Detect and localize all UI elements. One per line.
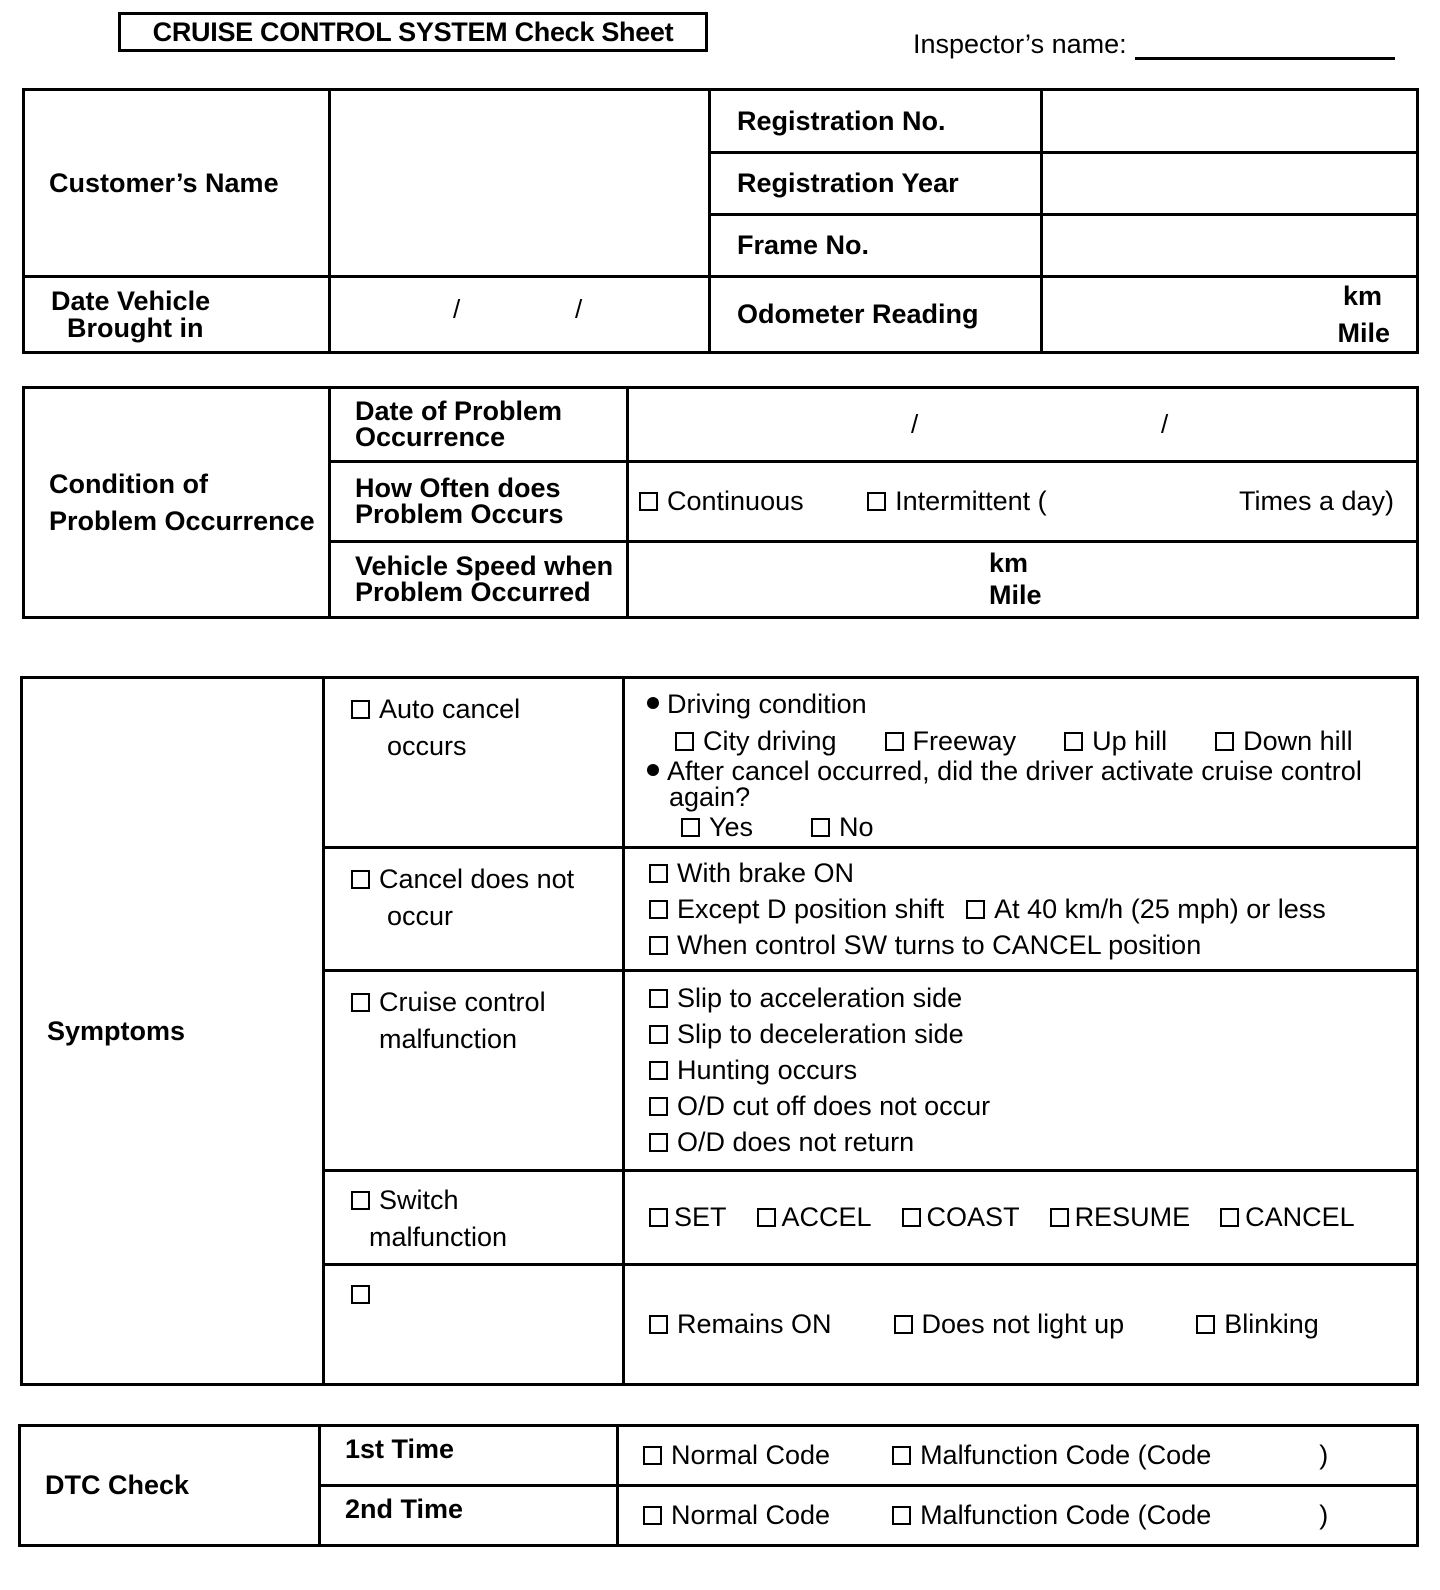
checkbox-cancel-not-occur[interactable] xyxy=(351,870,370,889)
sheet-title-text: CRUISE CONTROL SYSTEM Check Sheet xyxy=(152,16,674,47)
option-slip-deceleration[interactable]: Slip to deceleration side xyxy=(649,1020,964,1048)
times-a-day-label: Times a day) xyxy=(1238,486,1394,516)
registration-no-input[interactable] xyxy=(1042,90,1418,153)
checkbox-continuous[interactable] xyxy=(639,492,658,511)
option-od-not-return[interactable]: O/D does not return xyxy=(649,1128,914,1156)
option-coast[interactable]: COAST xyxy=(902,1203,1020,1231)
frame-no-label: Frame No. xyxy=(710,215,1042,277)
frequency-label: How Often does Problem Occurs xyxy=(330,462,628,542)
option-does-not-light[interactable]: Does not light up xyxy=(894,1310,1125,1338)
symptom-indicator xyxy=(324,1265,624,1385)
inspector-name-input[interactable] xyxy=(1135,27,1395,60)
date-brought-in-label: Date Vehicle Brought in xyxy=(24,277,330,353)
bullet-icon xyxy=(647,697,659,709)
option-yes[interactable]: Yes xyxy=(681,812,753,843)
option-malfunction-code[interactable]: Malfunction Code (Code xyxy=(892,1441,1211,1469)
speed-input[interactable] xyxy=(628,542,1418,618)
date-separator: / xyxy=(911,409,919,439)
condition-table xyxy=(22,386,1419,619)
option-malfunction-code[interactable]: Malfunction Code (Code xyxy=(892,1501,1211,1529)
odometer-input[interactable] xyxy=(1042,277,1418,353)
indicator-details xyxy=(624,1265,1418,1385)
customer-name-input[interactable] xyxy=(330,90,710,277)
checkbox-down-hill[interactable] xyxy=(1215,732,1234,751)
checkbox-set[interactable] xyxy=(649,1208,668,1227)
option-40kmh-or-less[interactable]: At 40 km/h (25 mph) or less xyxy=(966,895,1326,923)
date-separator: / xyxy=(1161,409,1169,439)
checkbox-od-not-return[interactable] xyxy=(649,1133,668,1152)
checkbox-remains-on[interactable] xyxy=(649,1315,668,1334)
checkbox-except-d-shift[interactable] xyxy=(649,900,668,919)
cancel-not-occur-details xyxy=(624,848,1418,971)
checkbox-normal-code[interactable] xyxy=(643,1506,662,1525)
checkbox-yes[interactable] xyxy=(681,818,700,837)
option-up-hill[interactable]: Up hill xyxy=(1064,726,1167,757)
condition-section-label: Condition of Problem Occurrence xyxy=(24,388,330,618)
checkbox-cruise-malfunction[interactable] xyxy=(351,993,370,1012)
checkbox-40kmh-or-less[interactable] xyxy=(966,900,985,919)
option-continuous[interactable]: Continuous xyxy=(639,487,804,515)
checkbox-malfunction-code[interactable] xyxy=(892,1446,911,1465)
speed-label: Vehicle Speed when Problem Occurred xyxy=(330,542,628,618)
unit-mile: Mile xyxy=(1337,317,1390,348)
checkbox-hunting[interactable] xyxy=(649,1061,668,1080)
frequency-options xyxy=(628,462,1418,542)
frame-no-input[interactable] xyxy=(1042,215,1418,277)
option-no[interactable]: No xyxy=(811,812,874,843)
checkbox-indicator[interactable] xyxy=(351,1285,370,1304)
option-resume[interactable]: RESUME xyxy=(1050,1203,1191,1231)
checkbox-slip-acceleration[interactable] xyxy=(649,989,668,1008)
dtc-row-label: 1st Time xyxy=(320,1426,618,1486)
checkbox-freeway[interactable] xyxy=(885,732,904,751)
registration-no-label: Registration No. xyxy=(710,90,1042,153)
option-cancel[interactable]: CANCEL xyxy=(1220,1203,1355,1231)
option-blinking[interactable]: Blinking xyxy=(1196,1310,1319,1338)
checkbox-od-cut-off[interactable] xyxy=(649,1097,668,1116)
option-city-driving[interactable]: City driving xyxy=(675,726,837,757)
checkbox-normal-code[interactable] xyxy=(643,1446,662,1465)
problem-date-input[interactable] xyxy=(628,388,1418,462)
symptom-cruise-malfunction: Cruise control malfunction xyxy=(324,971,624,1171)
option-freeway[interactable]: Freeway xyxy=(885,726,1017,757)
option-od-cut-off[interactable]: O/D cut off does not occur xyxy=(649,1092,990,1120)
checkbox-coast[interactable] xyxy=(902,1208,921,1227)
checkbox-no[interactable] xyxy=(811,818,830,837)
symptom-auto-cancel: Auto cancel occurs xyxy=(324,678,624,848)
cruise-malfunction-details xyxy=(624,971,1418,1171)
checkbox-accel[interactable] xyxy=(757,1208,776,1227)
symptom-switch-malfunction: Switch malfunction xyxy=(324,1171,624,1265)
checkbox-up-hill[interactable] xyxy=(1064,732,1083,751)
checkbox-auto-cancel[interactable] xyxy=(351,700,370,719)
symptoms-section-label: Symptoms xyxy=(22,678,324,1385)
auto-cancel-details: Driving condition City driving Freeway Up hill Down hill After cancel occurred, did the driver activate cruise control again? Yes No xyxy=(624,678,1418,848)
option-intermittent[interactable]: Intermittent ( xyxy=(867,487,1047,515)
date-separator: / xyxy=(575,294,583,324)
sheet-title xyxy=(118,12,708,52)
unit-km: km xyxy=(1342,281,1382,312)
dtc-section-label: DTC Check xyxy=(20,1426,320,1546)
dtc-check-table xyxy=(18,1424,1419,1547)
odometer-label: Odometer Reading xyxy=(710,277,1042,353)
option-except-d-shift[interactable]: Except D position shift xyxy=(649,895,944,923)
checkbox-switch-malfunction[interactable] xyxy=(351,1191,370,1210)
checkbox-brake-on[interactable] xyxy=(649,864,668,883)
option-set[interactable]: SET xyxy=(649,1203,727,1231)
malfunction-code-input[interactable]: ) xyxy=(1319,1440,1329,1471)
problem-date-label: Date of Problem Occurrence xyxy=(330,388,628,462)
option-normal-code[interactable]: Normal Code xyxy=(643,1441,830,1469)
registration-year-input[interactable] xyxy=(1042,153,1418,215)
option-control-sw-cancel[interactable]: When control SW turns to CANCEL position xyxy=(649,931,1201,959)
checkbox-slip-deceleration[interactable] xyxy=(649,1025,668,1044)
unit-km: km xyxy=(989,548,1029,579)
option-remains-on[interactable]: Remains ON xyxy=(649,1310,832,1338)
checkbox-control-sw-cancel[interactable] xyxy=(649,936,668,955)
symptom-cancel-not-occur: Cancel does not occur xyxy=(324,848,624,971)
unit-mile: Mile xyxy=(989,579,1042,610)
vehicle-info-table xyxy=(22,88,1419,354)
dtc-row-options xyxy=(618,1486,1418,1546)
option-normal-code[interactable]: Normal Code xyxy=(643,1501,830,1529)
symptoms-table xyxy=(20,676,1419,1386)
checkbox-does-not-light[interactable] xyxy=(894,1315,913,1334)
date-separator: / xyxy=(453,294,461,324)
inspector-field xyxy=(913,27,1395,60)
option-brake-on[interactable]: With brake ON xyxy=(649,859,854,887)
checkbox-city-driving[interactable] xyxy=(675,732,694,751)
date-brought-in-input[interactable] xyxy=(330,277,710,353)
checkbox-cancel[interactable] xyxy=(1220,1208,1239,1227)
registration-year-label: Registration Year xyxy=(710,153,1042,215)
dtc-row-options xyxy=(618,1426,1418,1486)
option-hunting[interactable]: Hunting occurs xyxy=(649,1056,857,1084)
option-down-hill[interactable]: Down hill xyxy=(1215,726,1353,757)
checkbox-malfunction-code[interactable] xyxy=(892,1506,911,1525)
bullet-icon xyxy=(647,764,659,776)
checkbox-resume[interactable] xyxy=(1050,1208,1069,1227)
option-accel[interactable]: ACCEL xyxy=(757,1203,872,1231)
malfunction-code-input[interactable]: ) xyxy=(1319,1500,1329,1531)
option-slip-acceleration[interactable]: Slip to acceleration side xyxy=(649,984,962,1012)
switch-malfunction-details xyxy=(624,1171,1418,1265)
inspector-label: Inspector’s name: xyxy=(913,29,1127,59)
dtc-row-label: 2nd Time xyxy=(320,1486,618,1546)
checkbox-blinking[interactable] xyxy=(1196,1315,1215,1334)
customer-name-label: Customer’s Name xyxy=(24,90,330,277)
checkbox-intermittent[interactable] xyxy=(867,492,886,511)
